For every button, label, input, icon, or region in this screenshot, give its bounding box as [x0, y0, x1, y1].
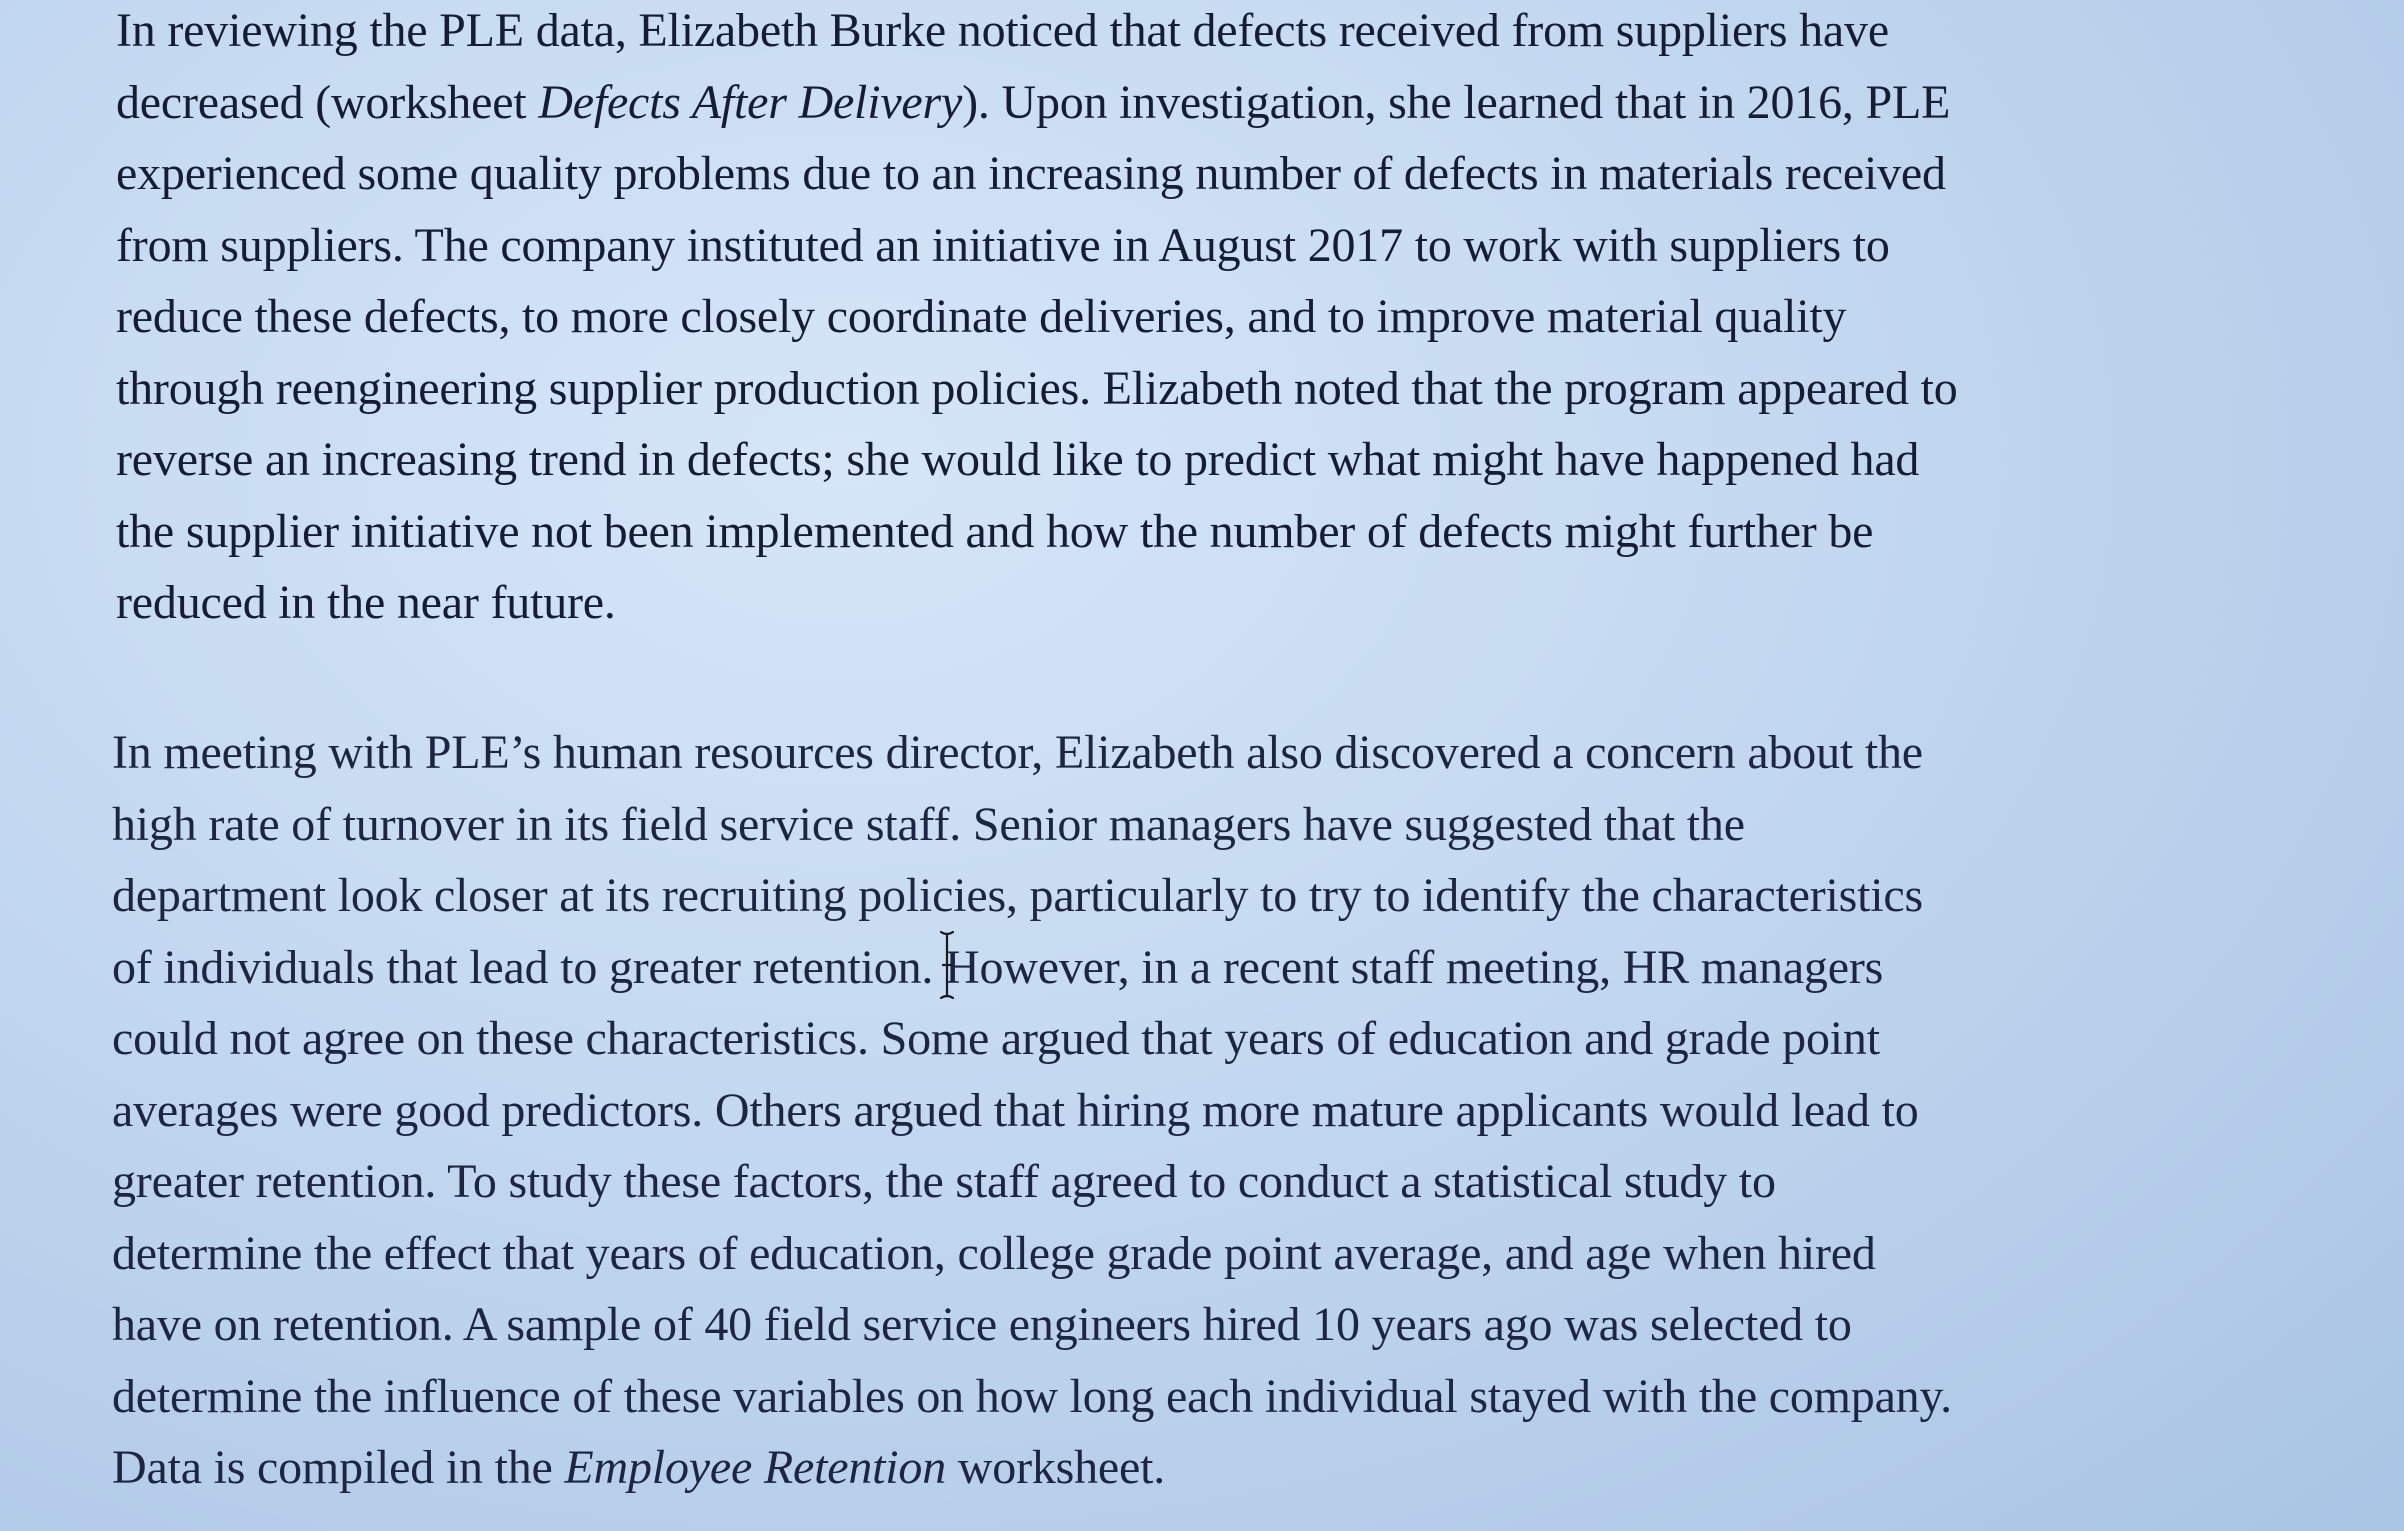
- text-line: determine the effect that years of education, college grade point average, and age when hired: [112, 1226, 1876, 1280]
- text-line: have on retention. A sample of 40 field service engineers hired 10 years ago was selected to: [112, 1298, 1852, 1351]
- text-line: reduce these defects, to more closely coordinate deliveries, and to improve material quality: [116, 290, 1847, 343]
- text-line: In reviewing the PLE data, Elizabeth Burke noticed that defects received from suppliers have: [116, 4, 1889, 57]
- text-line: reverse an increasing trend in defects; she would like to predict what might have happened had: [116, 433, 1920, 486]
- text-cursor-icon: [938, 930, 956, 1000]
- text-line: of individuals that lead to greater retention. However, in a recent staff meeting, HR managers: [112, 940, 1884, 994]
- text-fragment: Data is compiled in the: [112, 1441, 565, 1494]
- text-line: experienced some quality problems due to an increasing number of defects in materials received: [116, 147, 1946, 200]
- worksheet-name-employee-retention: Employee Retention: [564, 1441, 946, 1494]
- worksheet-name-defects-after-delivery: Defects After Delivery: [538, 75, 963, 129]
- text-line: the supplier initiative not been implemented and how the number of defects might further be: [116, 504, 1874, 558]
- text-line: through reengineering supplier production policies. Elizabeth noted that the program appeared to: [116, 361, 1958, 415]
- text-line: In meeting with PLE’s human resources director, Elizabeth also discovered a concern about the: [112, 726, 1923, 779]
- text-line: department look closer at its recruiting policies, particularly to try to identify the characteristics: [112, 869, 1923, 922]
- text-line: determine the influence of these variables on how long each individual stayed with the company.: [112, 1369, 1952, 1423]
- paragraph-defects-after-delivery: [116, 0, 2256, 639]
- text-line: averages were good predictors. Others argued that hiring more mature applicants would lead to: [112, 1083, 1919, 1137]
- text-fragment: decreased (worksheet: [116, 75, 539, 129]
- text-line: [112, 1432, 2262, 1504]
- paragraph-employee-retention: [112, 717, 2262, 1504]
- text-line: reduced in the near future.: [116, 576, 616, 629]
- text-fragment: ). Upon investigation, she learned that in 2016, PLE: [962, 75, 1951, 129]
- text-line: could not agree on these characteristics. Some argued that years of education and grade point: [112, 1012, 1880, 1065]
- text-fragment: worksheet.: [946, 1441, 1166, 1494]
- text-line: [116, 67, 2256, 139]
- text-line: greater retention. To study these factors, the staff agreed to conduct a statistical study to: [112, 1155, 1776, 1208]
- text-line: from suppliers. The company instituted an initiative in August 2017 to work with suppliers to: [116, 218, 1890, 272]
- text-line: high rate of turnover in its field service staff. Senior managers have suggested that the: [112, 797, 1745, 851]
